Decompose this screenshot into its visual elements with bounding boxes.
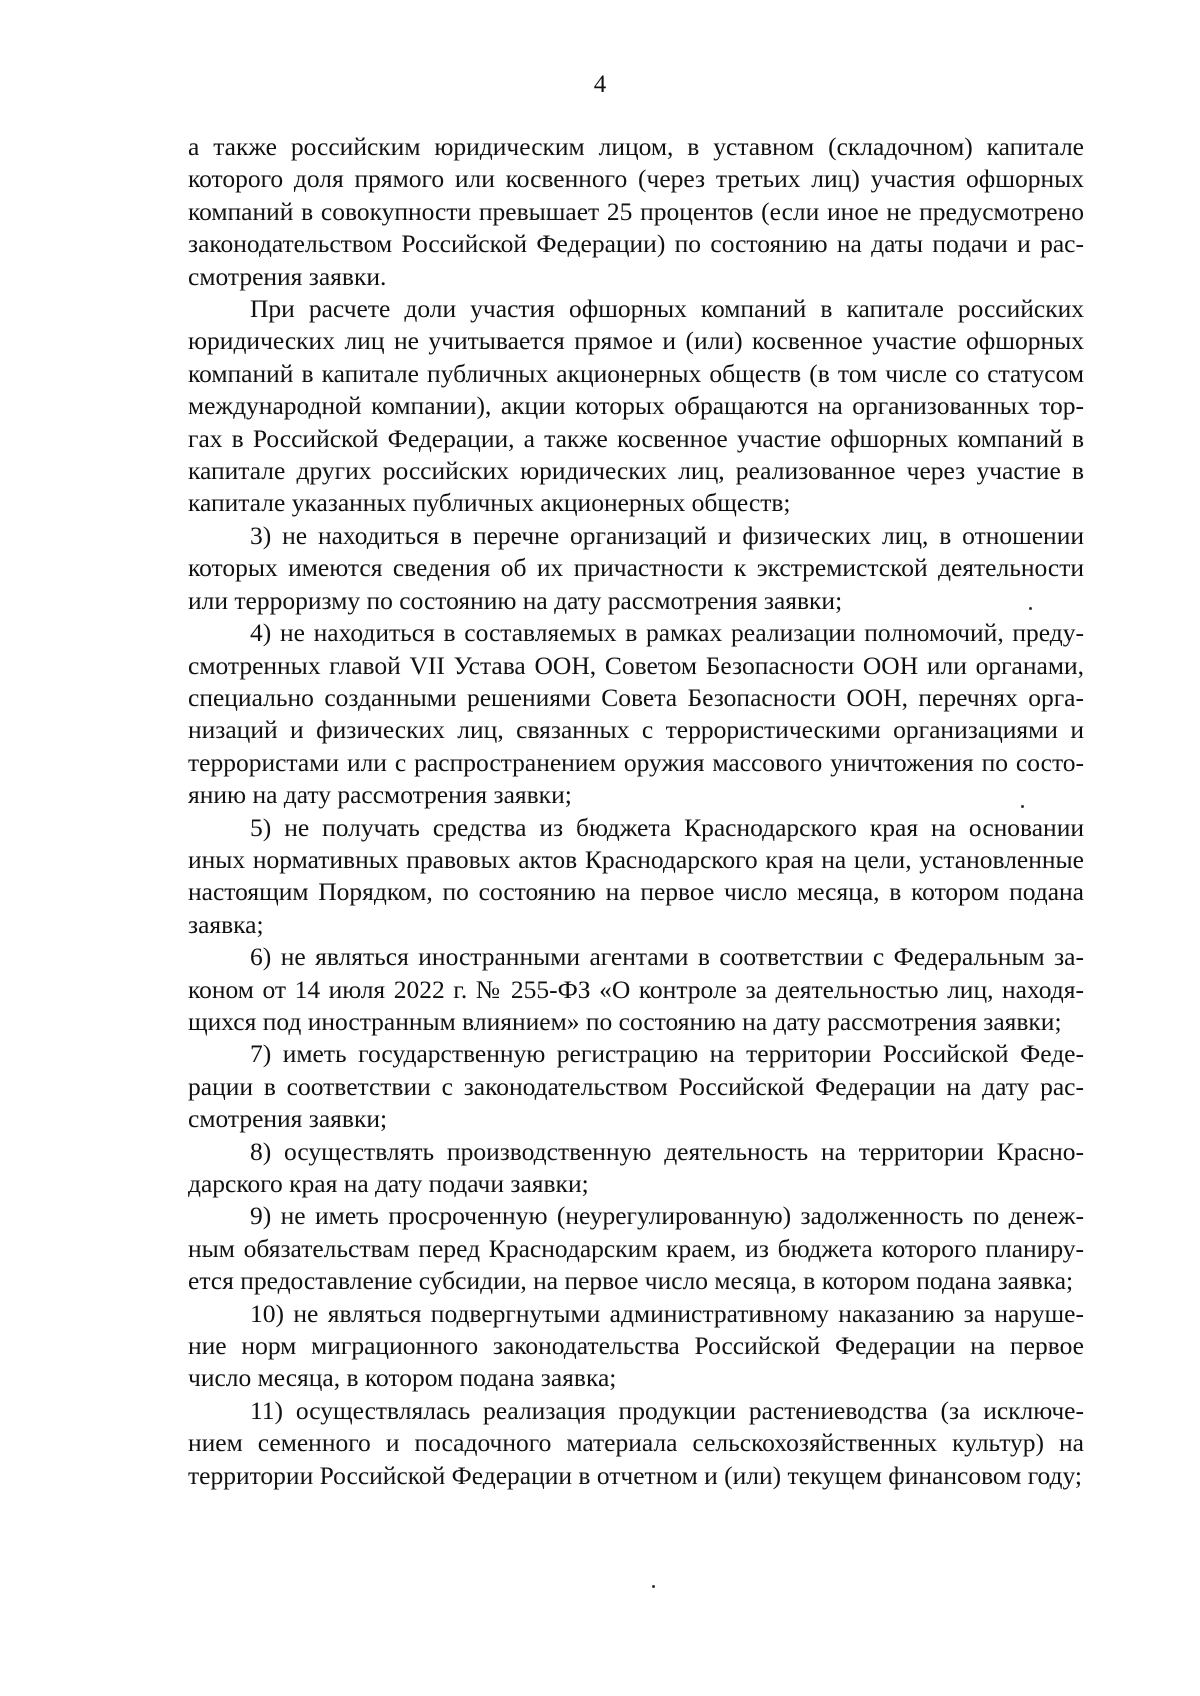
document-body bbox=[188, 131, 1084, 1492]
paragraph-item-3: 3) не находиться в перечне организаций и физических лиц, в отношении которых имеются сведения об их причастности к экстремистской деятельности или терроризму по состоянию на дату рассмотрения заявки; bbox=[188, 520, 1084, 615]
page-number: 4 bbox=[593, 71, 607, 98]
paragraph-continuation: а также российским юридическим лицом, в уставном (складочном) капитале которого доля прямого или косвенного (через третьих лиц) участия офшорных компаний в совокупности превышает 25 процентов (если иное не предусмотрено законодательством Российской Федерации) по состоянию на даты подачи и рассмотрения заявки. bbox=[188, 132, 1084, 291]
paragraph-item-4: 4) не находиться в составляемых в рамках реализации полномочий, предусмотренных главой VII Устава ООН, Советом Безопасности ООН или органами, специально созданными решениями Совета Безопасности ООН, перечнях организаций и физических лиц, связанных с террористическими организациями и террористами или с распространением оружия массового уничтожения по состоянию на дату рассмотрения заявки; bbox=[188, 618, 1084, 810]
paragraph-offshore-share-calculation: При расчете доли участия офшорных компаний в капитале российских юридических лиц не учитывается прямое и (или) косвенное участие офшорных компаний в капитале публичных акционерных обществ (в том числе со статусом международной компании), акции которых обращаются на организованных торгах в Российской Федерации, а также косвенное участие офшорных компаний в капитале других российских юридических лиц, реализованное через участие в капитале указанных публичных акционерных обществ; bbox=[188, 294, 1084, 518]
paragraph-item-5: 5) не получать средства из бюджета Краснодарского края на основании иных нормативных правовых актов Краснодарского края на цели, установленные настоящим Порядком, по состоянию на первое число месяца, в котором подана заявка; bbox=[188, 812, 1084, 939]
scan-speck bbox=[652, 1585, 655, 1588]
paragraph-item-11: 11) осуществлялась реализация продукции растениеводства (за исключением семенного и посадочного материала сельскохозяйственных культур) на территории Российской Федерации в отчетном и (или) текущем финансовом году; bbox=[188, 1395, 1084, 1490]
paragraph-item-7: 7) иметь государственную регистрацию на территории Российской Федерации в соответствии с законодательством Российской Федерации на дату рассмотрения заявки; bbox=[188, 1039, 1084, 1134]
scan-speck bbox=[1029, 607, 1032, 610]
paragraph-item-6: 6) не являться иностранными агентами в соответствии с Федеральным законом от 14 июля 2022 г. № 255-ФЗ «О контроле за деятельностью лиц, находящихся под иностранным влиянием» по состоянию на дату рассмотрения заявки; bbox=[188, 942, 1084, 1036]
paragraph-item-10: 10) не являться подвергнутыми административному наказанию за нарушение норм миграционного законодательства Российской Федерации на первое число месяца, в котором подана заявка; bbox=[188, 1298, 1084, 1393]
paragraph-item-9: 9) не иметь просроченную (неурегулированную) задолженность по денежным обязательствам перед Краснодарским краем, из бюджета которого планируется предоставление субсидии, на первое число месяца, в котором подана заявка; bbox=[188, 1201, 1084, 1296]
scan-speck bbox=[1021, 805, 1024, 808]
paragraph-item-8: 8) осуществлять производственную деятельность на территории Краснодарского края на дату подачи заявки; bbox=[188, 1136, 1084, 1198]
